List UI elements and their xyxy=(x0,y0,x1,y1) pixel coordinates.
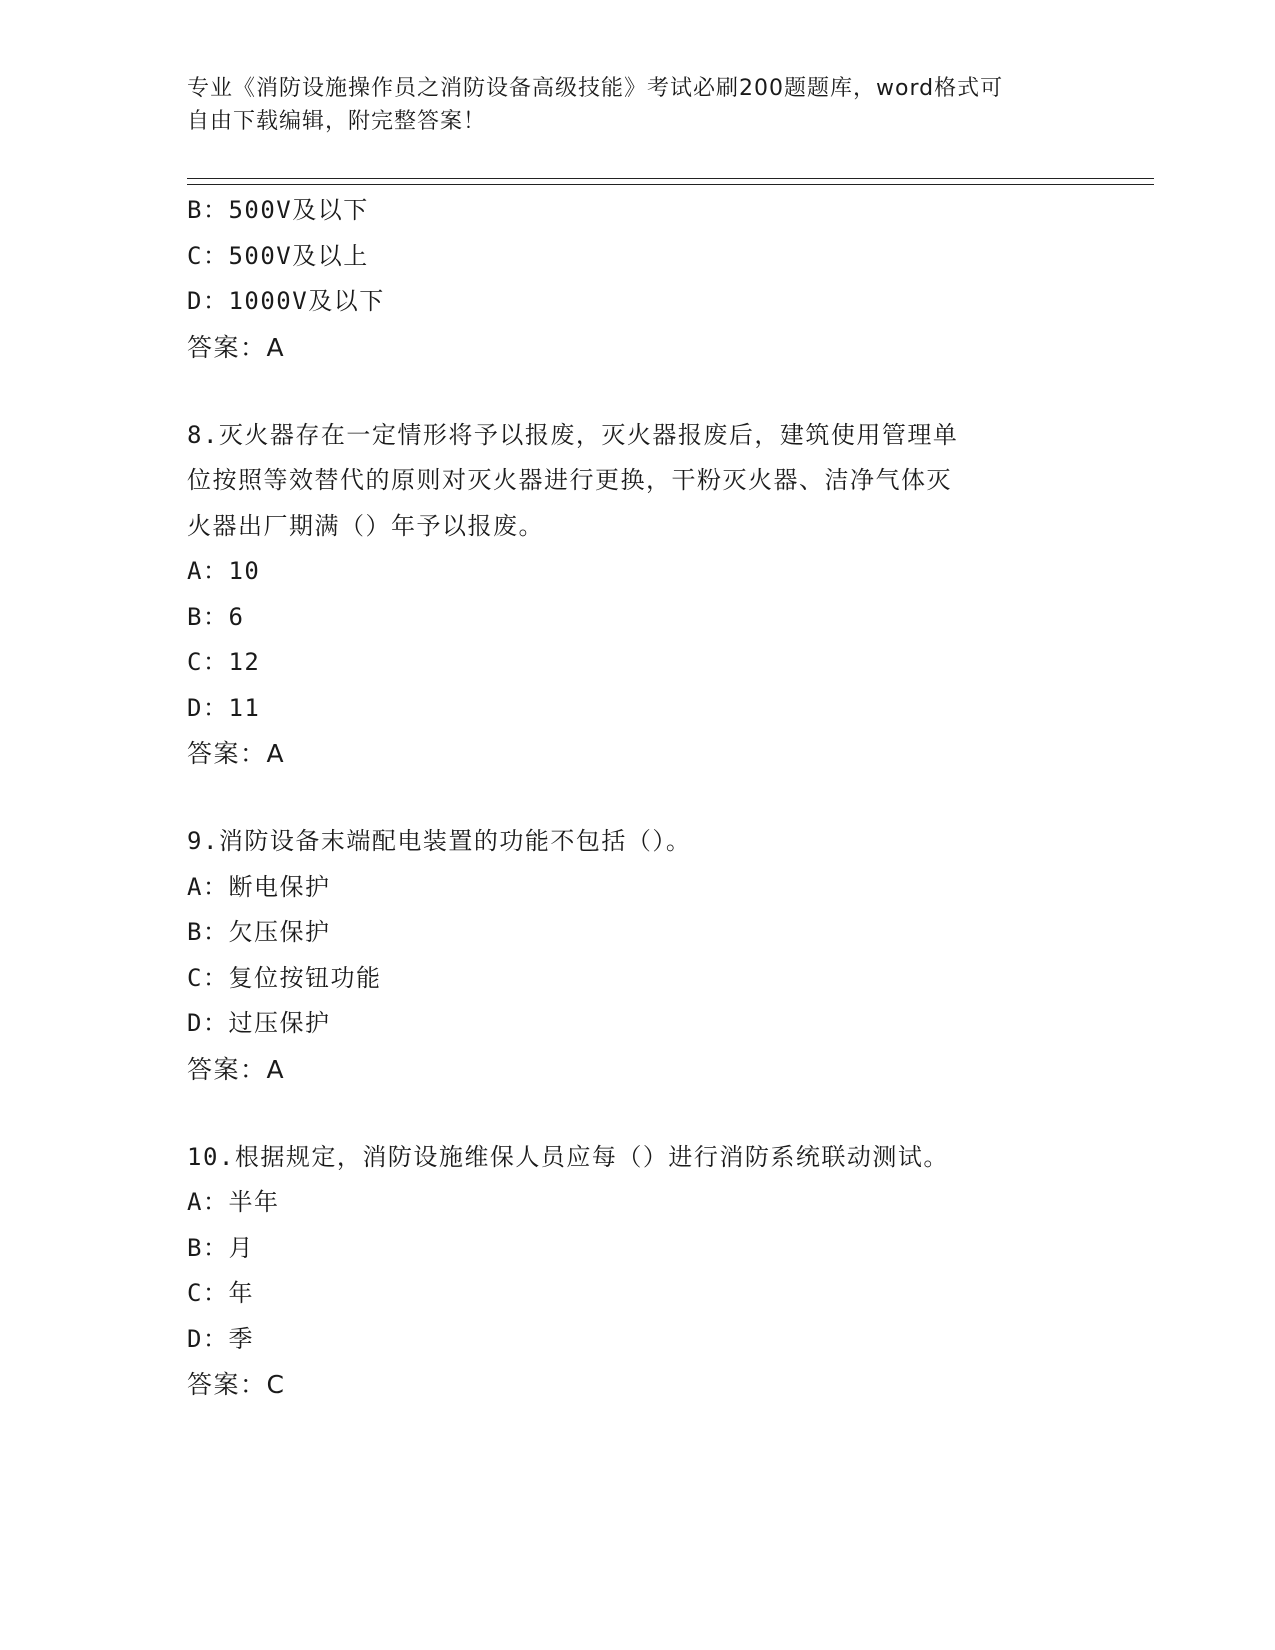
question-text xyxy=(187,819,1067,865)
answer-line: 答案：A xyxy=(187,1054,286,1084)
question-text-line: 火器出厂期满（）年予以报废。 xyxy=(187,511,544,540)
header-divider xyxy=(187,178,1154,185)
question-text-line: 8.灭火器存在一定情形将予以报废，灭火器报废后，建筑使用管理单 xyxy=(187,420,959,449)
question-text xyxy=(187,413,1067,550)
question-text-line: 位按照等效替代的原则对灭火器进行更换，干粉灭火器、洁净气体灭 xyxy=(187,466,952,494)
option-c: C：复位按钮功能 xyxy=(187,963,382,992)
option-b: B：欠压保护 xyxy=(187,918,331,946)
question-content xyxy=(187,188,1067,1408)
question-8 xyxy=(187,413,1067,778)
page-header xyxy=(187,72,1067,138)
option-d: D：1000V及以下 xyxy=(187,287,385,315)
option-b: B：月 xyxy=(187,1233,254,1262)
option-a: A：半年 xyxy=(187,1188,280,1216)
option-d: D：季 xyxy=(187,1324,254,1353)
option-b: B：6 xyxy=(187,602,245,631)
question-text-line: 10.根据规定，消防设施维保人员应每（）进行消防系统联动测试。 xyxy=(187,1142,949,1171)
question-text xyxy=(187,1135,1067,1181)
answer-line: 答案：A xyxy=(187,739,286,768)
option-a: A：10 xyxy=(187,557,261,585)
option-a: A：断电保护 xyxy=(187,872,331,901)
option-c: C：12 xyxy=(187,648,261,676)
question-fragment xyxy=(187,188,1067,371)
option-c: C：500V及以上 xyxy=(187,241,369,270)
option-b: B：500V及以下 xyxy=(187,196,369,224)
option-d: D：11 xyxy=(187,693,261,722)
question-9 xyxy=(187,819,1067,1093)
option-d: D：过压保护 xyxy=(187,1009,331,1037)
header-title-line-1: 专业《消防设施操作员之消防设备高级技能》考试必刷200题题库，word格式可 xyxy=(187,76,1004,101)
question-text-line: 9.消防设备末端配电装置的功能不包括（）。 xyxy=(187,827,692,855)
answer-line: 答案：C xyxy=(187,1370,286,1399)
header-title-line-2: 自由下载编辑，附完整答案！ xyxy=(187,109,487,134)
answer-line: 答案：A xyxy=(187,332,286,362)
question-10 xyxy=(187,1135,1067,1409)
option-c: C：年 xyxy=(187,1279,254,1307)
